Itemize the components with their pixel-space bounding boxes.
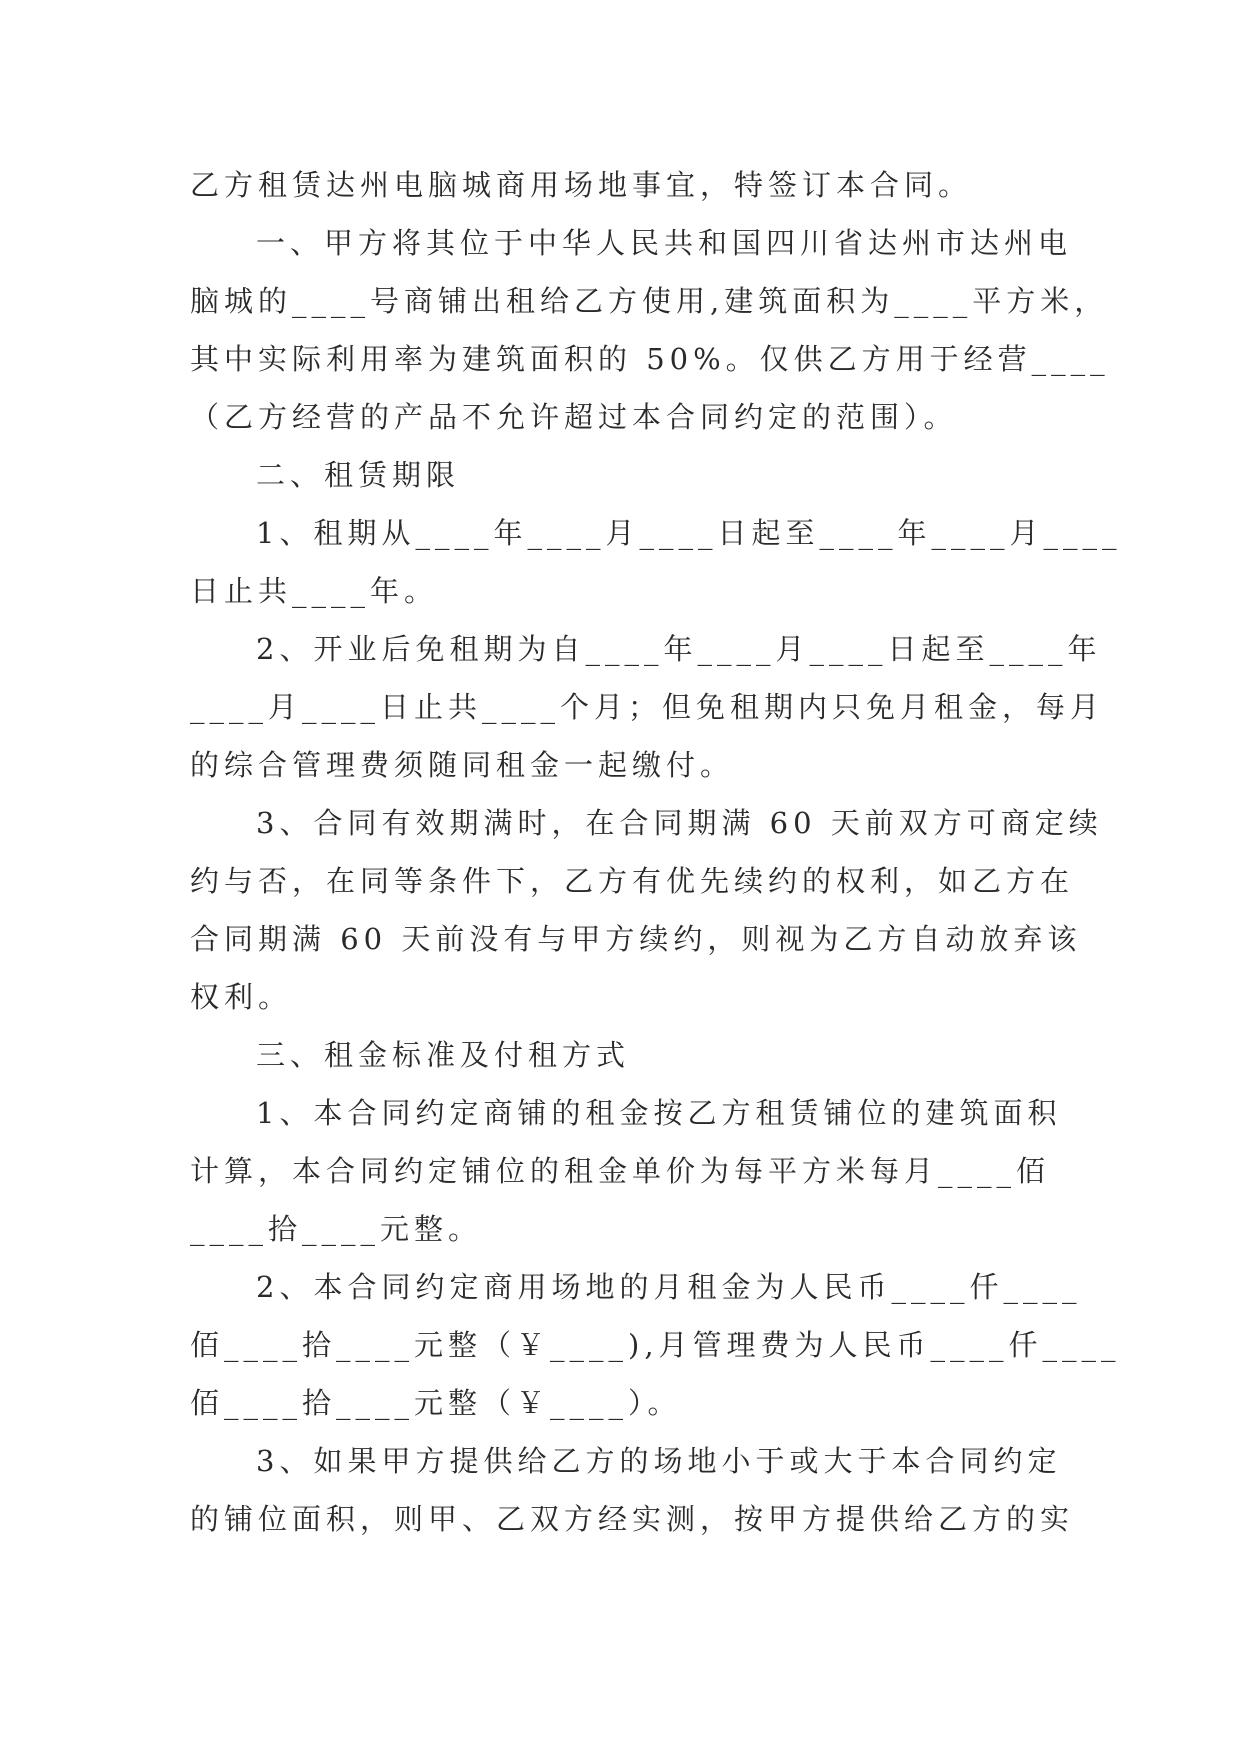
text-line: 乙方租赁达州电脑城商用场地事宜，特签订本合同。	[190, 168, 973, 202]
text-line: 计算，本合同约定铺位的租金单价为每平方米每月____佰	[190, 1154, 1051, 1188]
text-line: ____月____日止共____个月；但免租期内只免月租金，每月	[190, 690, 1105, 724]
text-line: 约与否，在同等条件下，乙方有优先续约的权利，如乙方在	[190, 864, 1075, 898]
text-line: 其中实际利用率为建筑面积的 50%。仅供乙方用于经营____	[190, 342, 1110, 376]
contract-body	[190, 156, 1122, 1548]
text-line: 日止共____年。	[190, 574, 439, 608]
text-line: 1、租期从____年____月____日起至____年____月____	[256, 516, 1122, 550]
text-line: 3、如果甲方提供给乙方的场地小于或大于本合同约定	[256, 1444, 1062, 1478]
text-line: 1、本合同约定商铺的租金按乙方租赁铺位的建筑面积	[256, 1096, 1062, 1130]
text-line: 合同期满 60 天前没有与甲方续约，则视为乙方自动放弃该	[190, 922, 1082, 956]
text-line: 二、租赁期限	[256, 458, 461, 492]
text-line: 三、租金标准及付租方式	[256, 1038, 631, 1072]
text-line: 权利。	[190, 980, 293, 1014]
text-line: 的综合管理费须随同租金一起缴付。	[190, 748, 735, 782]
text-line: 佰____拾____元整（￥____),月管理费为人民币____仟____	[190, 1328, 1121, 1362]
text-line: ____拾____元整。	[190, 1212, 483, 1246]
text-line: 佰____拾____元整（￥____）。	[190, 1386, 682, 1420]
text-line: 3、合同有效期满时，在合同期满 60 天前双方可商定续	[256, 806, 1103, 840]
text-line: 的铺位面积，则甲、乙双方经实测，按甲方提供给乙方的实	[190, 1502, 1075, 1536]
text-line: 2、开业后免租期为自____年____月____日起至____年	[256, 632, 1102, 666]
text-line: 2、本合同约定商用场地的月租金为人民币____仟____	[256, 1270, 1082, 1304]
text-line: （乙方经营的产品不允许超过本合同约定的范围）。	[190, 400, 958, 434]
text-line: 一、甲方将其位于中华人民共和国四川省达州市达州电	[256, 226, 1073, 260]
text-line: 脑城的____号商铺出租给乙方使用,建筑面积为____平方米，	[190, 284, 1109, 318]
